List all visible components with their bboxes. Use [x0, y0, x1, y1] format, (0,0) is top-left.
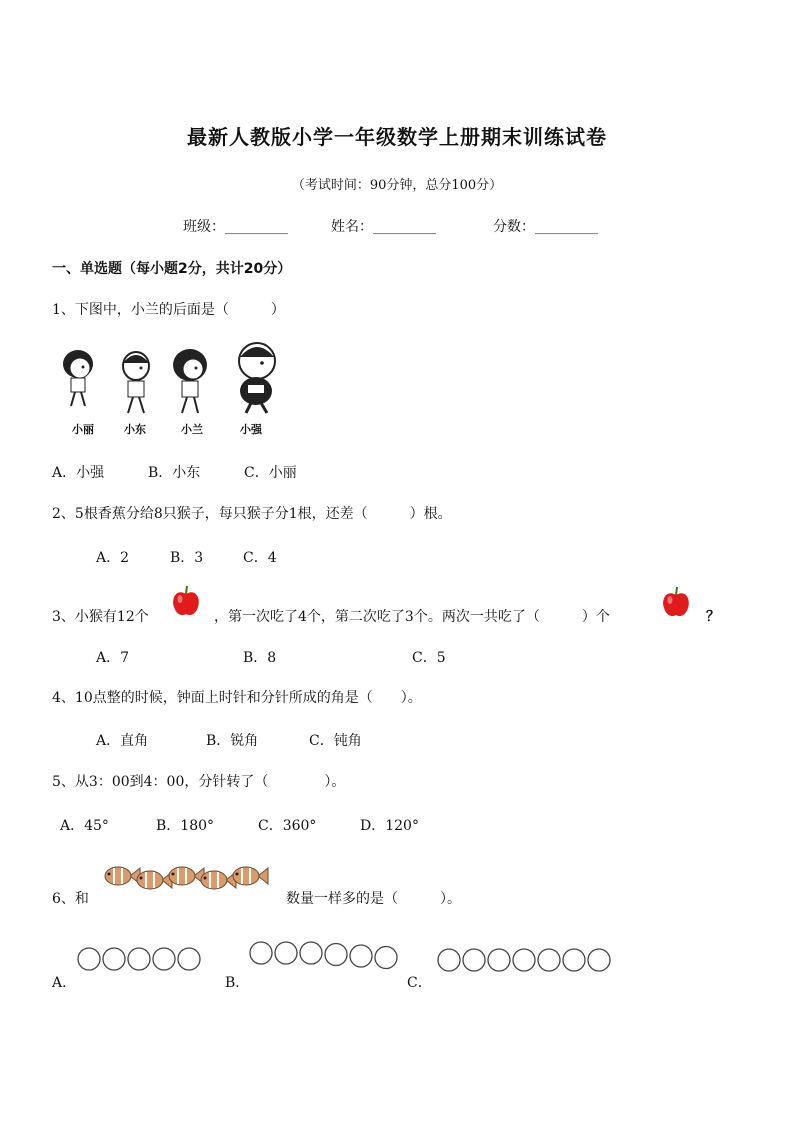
q3-option-a[interactable]: A．7: [96, 650, 130, 666]
q4-option-a[interactable]: A．直角: [96, 733, 149, 749]
circle-mark: [178, 948, 200, 970]
q6-circles-c: [436, 947, 616, 979]
circle-mark: [588, 949, 610, 971]
circle-mark: [128, 948, 150, 970]
kid-xiaolan-figure: [167, 347, 213, 415]
q6-option-a[interactable]: A．: [52, 975, 77, 991]
circle-mark: [563, 949, 585, 971]
q6-option-b[interactable]: B．: [225, 975, 250, 991]
q5-option-c[interactable]: C．360°: [258, 818, 317, 834]
q5-option-d[interactable]: D．120°: [360, 818, 419, 834]
apple-icon: [661, 586, 691, 618]
fish-icon: [137, 871, 172, 889]
circle-mark: [513, 949, 535, 971]
question-6-part-1: 6、和: [52, 891, 89, 907]
apple-icon: [171, 585, 201, 617]
question-5: 5、从3：00到4：00，分针转了（ ）。: [52, 774, 346, 790]
circle-mark: [153, 948, 175, 970]
q5-option-b[interactable]: B．180°: [156, 818, 215, 834]
question-3-part-3: ？: [706, 609, 720, 625]
question-2: 2、5根香蕉分给8只猴子，每只猴子分1根，还差（ ）根。: [52, 506, 452, 522]
kid-label-2: 小东: [124, 423, 146, 436]
q3-option-b[interactable]: B．8: [243, 650, 277, 666]
circle-mark: [250, 942, 272, 964]
kid-label-4: 小强: [240, 423, 262, 436]
page-title: 最新人教版小学一年级数学上册期末训练试卷: [187, 125, 607, 149]
fish-icon: [201, 871, 236, 889]
kid-xiaoqiang-figure: [230, 341, 284, 415]
fish-icon: [233, 867, 268, 885]
circle-mark: [538, 949, 560, 971]
circle-mark: [103, 948, 125, 970]
q1-option-c[interactable]: C．小丽: [244, 465, 297, 481]
kid-label-3: 小兰: [181, 423, 203, 436]
q2-option-c[interactable]: C．4: [243, 550, 277, 566]
kid-xiaodong-figure: [114, 349, 158, 417]
fish-group: [104, 858, 274, 898]
question-6-part-2: 数量一样多的是（ ）。: [286, 891, 461, 907]
q1-option-b[interactable]: B．小东: [148, 465, 201, 481]
circle-mark: [78, 948, 100, 970]
circle-mark: [325, 944, 347, 966]
circle-mark: [300, 942, 322, 964]
q6-circles-b: [248, 940, 404, 980]
q6-circles-a: [76, 946, 202, 978]
question-4: 4、10点整的时候，钟面上时针和分针所成的角是（ ）。: [52, 690, 422, 706]
q3-option-c[interactable]: C．5: [412, 650, 446, 666]
q2-option-a[interactable]: A．2: [96, 550, 130, 566]
score-field[interactable]: 分数：_________: [493, 219, 598, 235]
q4-option-b[interactable]: B．锐角: [206, 733, 259, 749]
section-heading: 一、单选题（每小题2分，共计20分）: [52, 261, 292, 277]
kid-xiaoli-figure: [56, 346, 100, 408]
circle-mark: [350, 945, 372, 967]
question-1: 1、下图中，小兰的后面是（ ）: [52, 302, 285, 318]
class-field[interactable]: 班级：_________: [183, 219, 288, 235]
question-3-part-1: 3、小猴有12个: [52, 609, 149, 625]
q1-option-a[interactable]: A．小强: [52, 465, 105, 481]
circle-mark: [275, 942, 297, 964]
circle-mark: [375, 947, 397, 969]
question-3-part-2: ，第一次吃了4个，第二次吃了3个。两次一共吃了（ ）个: [214, 609, 610, 625]
q4-option-c[interactable]: C．钝角: [309, 733, 362, 749]
q5-option-a[interactable]: A．45°: [60, 818, 109, 834]
q6-option-c[interactable]: C．: [407, 975, 432, 991]
kid-label-1: 小丽: [72, 423, 94, 436]
name-field[interactable]: 姓名：_________: [331, 219, 436, 235]
fish-icon: [169, 867, 204, 885]
circle-mark: [488, 949, 510, 971]
fish-icon: [105, 867, 140, 885]
circle-mark: [438, 949, 460, 971]
circle-mark: [463, 949, 485, 971]
exam-info: （考试时间：90分钟，总分100分）: [291, 178, 503, 193]
q2-option-b[interactable]: B．3: [170, 550, 204, 566]
